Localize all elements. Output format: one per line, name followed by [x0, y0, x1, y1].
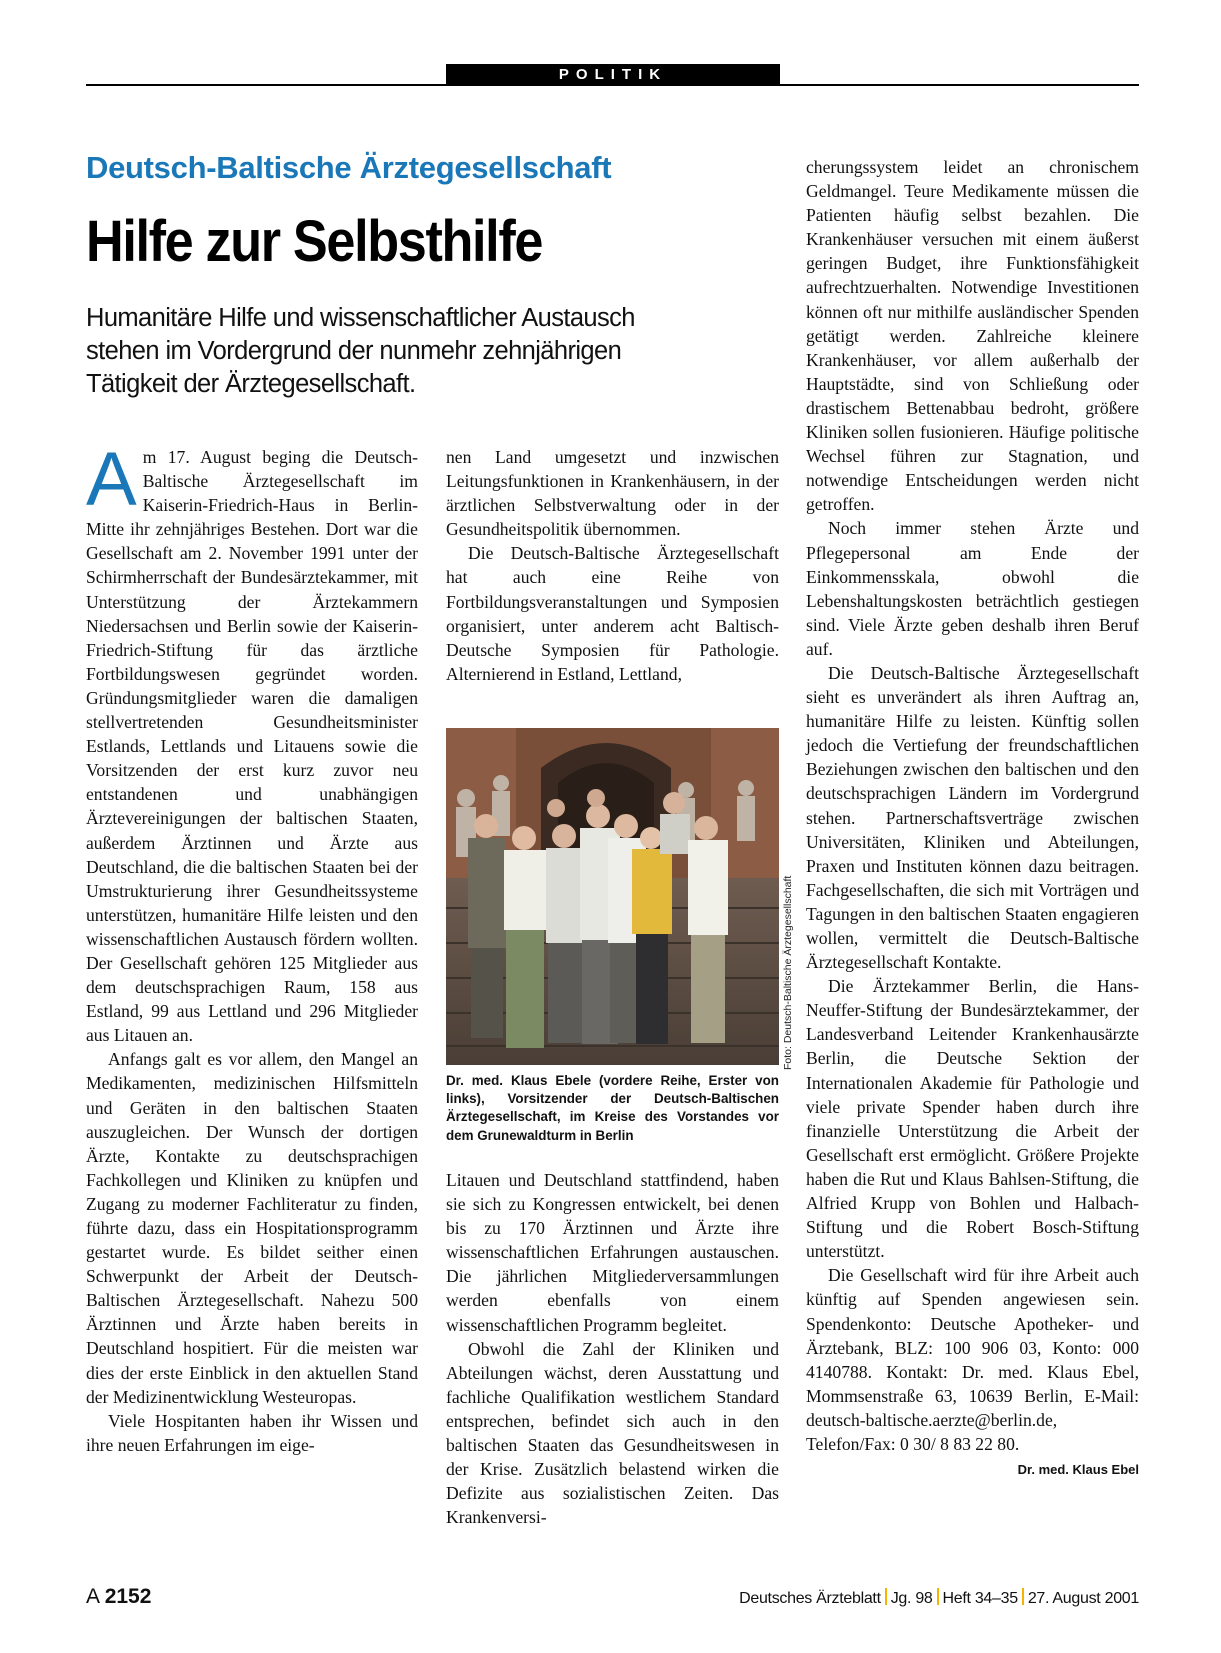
page-number: [86, 1585, 151, 1609]
paragraph: Viele Hospitanten haben ihr Wissen und ihre neuen Erfahrungen im eige-: [86, 1410, 418, 1455]
footer-separator: [885, 1588, 887, 1605]
article-deck: Humanitäre Hilfe und wissenschaftlicher Austausch stehen im Vordergrund der nunmehr zehnjährigen Tätigkeit der Ärztegesellschaft.: [86, 304, 635, 398]
journal-issue: Heft 34–35: [942, 1590, 1018, 1607]
paragraph: m 17. August beging die Deutsch-Baltische Ärztegesellschaft im Kaiserin-Friedrich-Haus in Berlin-Mitte ihr zehnjähriges Bestehen. Dort war die Gesellschaft am 2. November 1991 unter der Schirmherrschaft der Bundesärztekammer, mit Unterstützung der Ärztekammern Niedersachsen und Berlin sowie der Kaiserin-Friedrich-Stiftung für das ärztliche Fortbildungswesen gegründet worden. Gründungsmitglieder waren die damaligen stellvertretenden Gesundheitsminister Estlands, Lettlands und Litauens sowie die Vorsitzenden der erst kurz zuvor neu entstandenen und unabhängigen Ärztevereinigungen der baltischen Staaten, außerdem Ärztinnen und Ärzte aus Deutschland, die die baltischen Staaten bei der Umstrukturierung ihrer Gesundheitssysteme unterstützen, humanitäre Hilfe leisten und den wissenschaftlichen Austausch fördern wollten. Der Gesellschaft gehören 125 Mitglieder aus dem deutschsprachigen Raum, 158 aus Estland, 99 aus Lettland und 296 Mitglieder aus Litauen an.: [86, 447, 418, 1046]
paragraph: Die Deutsch-Baltische Ärztegesellschaft hat auch eine Reihe von Fortbildungsveranstaltungen und Symposien organisiert, unter anderem acht Baltisch-Deutsche Symposien für Pathologie. Alternierend in Estland, Lettland,: [446, 543, 779, 684]
paragraph: Obwohl die Zahl der Kliniken und Abteilungen wächst, deren Ausstattung und fachliche Qualifikation westlichem Standard entsprechen, befindet sich auch in den baltischen Staaten das Gesundheitswesen in der Krise. Zusätzlich belastend wirken die Defizite aus sozialistischen Zeiten. Das Krankenversi-: [446, 1338, 779, 1528]
paragraph: Die Ärztekammer Berlin, die Hans-Neuffer-Stiftung der Bundesärztekammer, der Landesverband Leitender Krankenhausärzte Berlin, die Deutsche Sektion der Internationalen Akademie für Pathologie und viele private Spender haben durch ihre finanzielle Unterstützung die Arbeit der Gesellschaft erst ermöglicht. Größere Projekte haben die Rut und Klaus Bahlsen-Stiftung, die Alfried Krupp von Bohlen und Halbach-Stiftung und die Robert Bosch-Stiftung unterstützt.: [806, 976, 1139, 1262]
article-kicker: Deutsch-Baltische Ärztegesellschaft: [86, 150, 612, 185]
column-2-bottom: [446, 1168, 779, 1529]
column-3: [806, 155, 1139, 1482]
paragraph: Die Deutsch-Baltische Ärztegesellschaft sieht es unverändert als ihren Auftrag an, humanitäre Hilfe zu leisten. Künftig sollen jedoch die Vertiefung der freundschaftlichen Beziehungen zwischen den baltischen und den deutschsprachigen Ländern im Vordergrund stehen. Partnerschaftsverträge zwischen Universitäten, Kliniken und Abteilungen, Praxen und Instituten können dazu beitragen. Fachgesellschaften, die sich mit Vorträgen und Tagungen in den baltischen Staaten engagieren wollen, vermittelt die Deutsch-Baltische Ärztegesellschaft Kontakte.: [806, 662, 1139, 973]
page-prefix: A: [86, 1585, 99, 1608]
footer-separator: [1022, 1588, 1024, 1605]
paragraph: Litauen und Deutschland stattfindend, haben sie sich zu Kongressen entwickelt, bei denen bis zu 170 Ärztinnen und Ärzte ihre wissenschaftlichen Erfahrungen austauschen. Die jährlichen Mitgliederversammlungen werden ebenfalls von einem wissenschaftlichen Programm begleitet.: [446, 1170, 779, 1335]
journal-footer: [739, 1588, 1139, 1608]
journal-date: 27. August 2001: [1027, 1590, 1139, 1607]
column-1: [86, 437, 418, 1457]
photo-credit: Foto: Deutsch-Baltische Ärztegesellschaft: [782, 875, 794, 1070]
paragraph-text: Die Gesellschaft wird für ihre Arbeit auch künftig auf Spenden angewiesen sein. Spendenkonto: Deutsche Apotheker- und Ärztebank, BLZ: 100 906 03, Konto: 000 4140788. Kontakt: Dr. med. Klaus Ebel, Mommsenstraße 63, 10639 Berlin, E-Mail: deutsch-baltische.aerzte@berlin.de, Telefon/Fax: 0 30/ 8 83 22 80.: [806, 1265, 1139, 1454]
paragraph: cherungssystem leidet an chronischem Geldmangel. Teure Medikamente müssen die Patienten häufig selbst bezahlen. Die Krankenhäuser versuchen mit einem äußerst geringen Budget, ihre Funktionsfähigkeit aufrechtzuerhalten. Notwendige Investitionen können oft nur mithilfe ausländischer Spenden getätigt werden. Zahlreiche kleinere Krankenhäuser, vor allem außerhalb der Hauptstädte, sind von Schließung oder drastischem Bettenabbau bedroht, größere Kliniken sollen fusionieren. Häufige politische Wechsel führen zur Stagnation, und notwendige Entscheidungen werden nicht getroffen.: [806, 157, 1139, 515]
paragraph: Anfangs galt es vor allem, den Mangel an Medikamenten, medizinischen Hilfsmitteln und Geräten in den baltischen Staaten auszugleichen. Der Wunsch der dortigen Ärzte, Kontakte zu deutschsprachigen Fachkollegen und Kliniken zu knüpfen und Zugang zu moderner Fachliteratur zu finden, führte dazu, dass ein Hospitationsprogramm gestartet wurde. Es bildet seither einen Schwerpunkt der Arbeit der Deutsch-Baltischen Ärztegesellschaft. Nahezu 500 Ärztinnen und Ärzte haben bereits in Deutschland hospitiert. Für die meisten war dies der erste Einblick in den aktuellen Stand der Medizinentwicklung Westeuropas.: [86, 1049, 418, 1407]
paragraph: [806, 1263, 1139, 1478]
author-signature: Dr. med. Klaus Ebel: [1017, 1462, 1139, 1478]
paragraph: Noch immer stehen Ärzte und Pflegepersonal am Ende der Einkommensskala, obwohl die Lebenshaltungskosten beträchtlich gestiegen sind. Viele Ärzte geben deshalb ihren Beruf auf.: [806, 518, 1139, 659]
footer-separator: [937, 1588, 939, 1605]
page-number-value: 2152: [104, 1585, 152, 1608]
paragraph: nen Land umgesetzt und inzwischen Leitungsfunktionen in Krankenhäusern, in der ärztlichen Selbstverwaltung oder in der Gesundheitspolitik übernommen.: [446, 447, 779, 540]
journal-volume: Jg. 98: [890, 1590, 933, 1607]
article-headline: Hilfe zur Selbsthilfe: [86, 209, 543, 274]
photo-caption: Dr. med. Klaus Ebele (vordere Reihe, Erster von links), Vorsitzender der Deutsch-Baltischen Ärztegesellschaft, im Kreise des Vorstandes vor dem Grunewaldturm in Berlin: [446, 1073, 779, 1143]
drop-cap: A: [86, 437, 137, 522]
group-photo: [446, 728, 779, 1065]
journal-name: Deutsches Ärzteblatt: [739, 1590, 881, 1607]
column-2-top: [446, 445, 779, 686]
section-label: POLITIK: [446, 64, 780, 86]
